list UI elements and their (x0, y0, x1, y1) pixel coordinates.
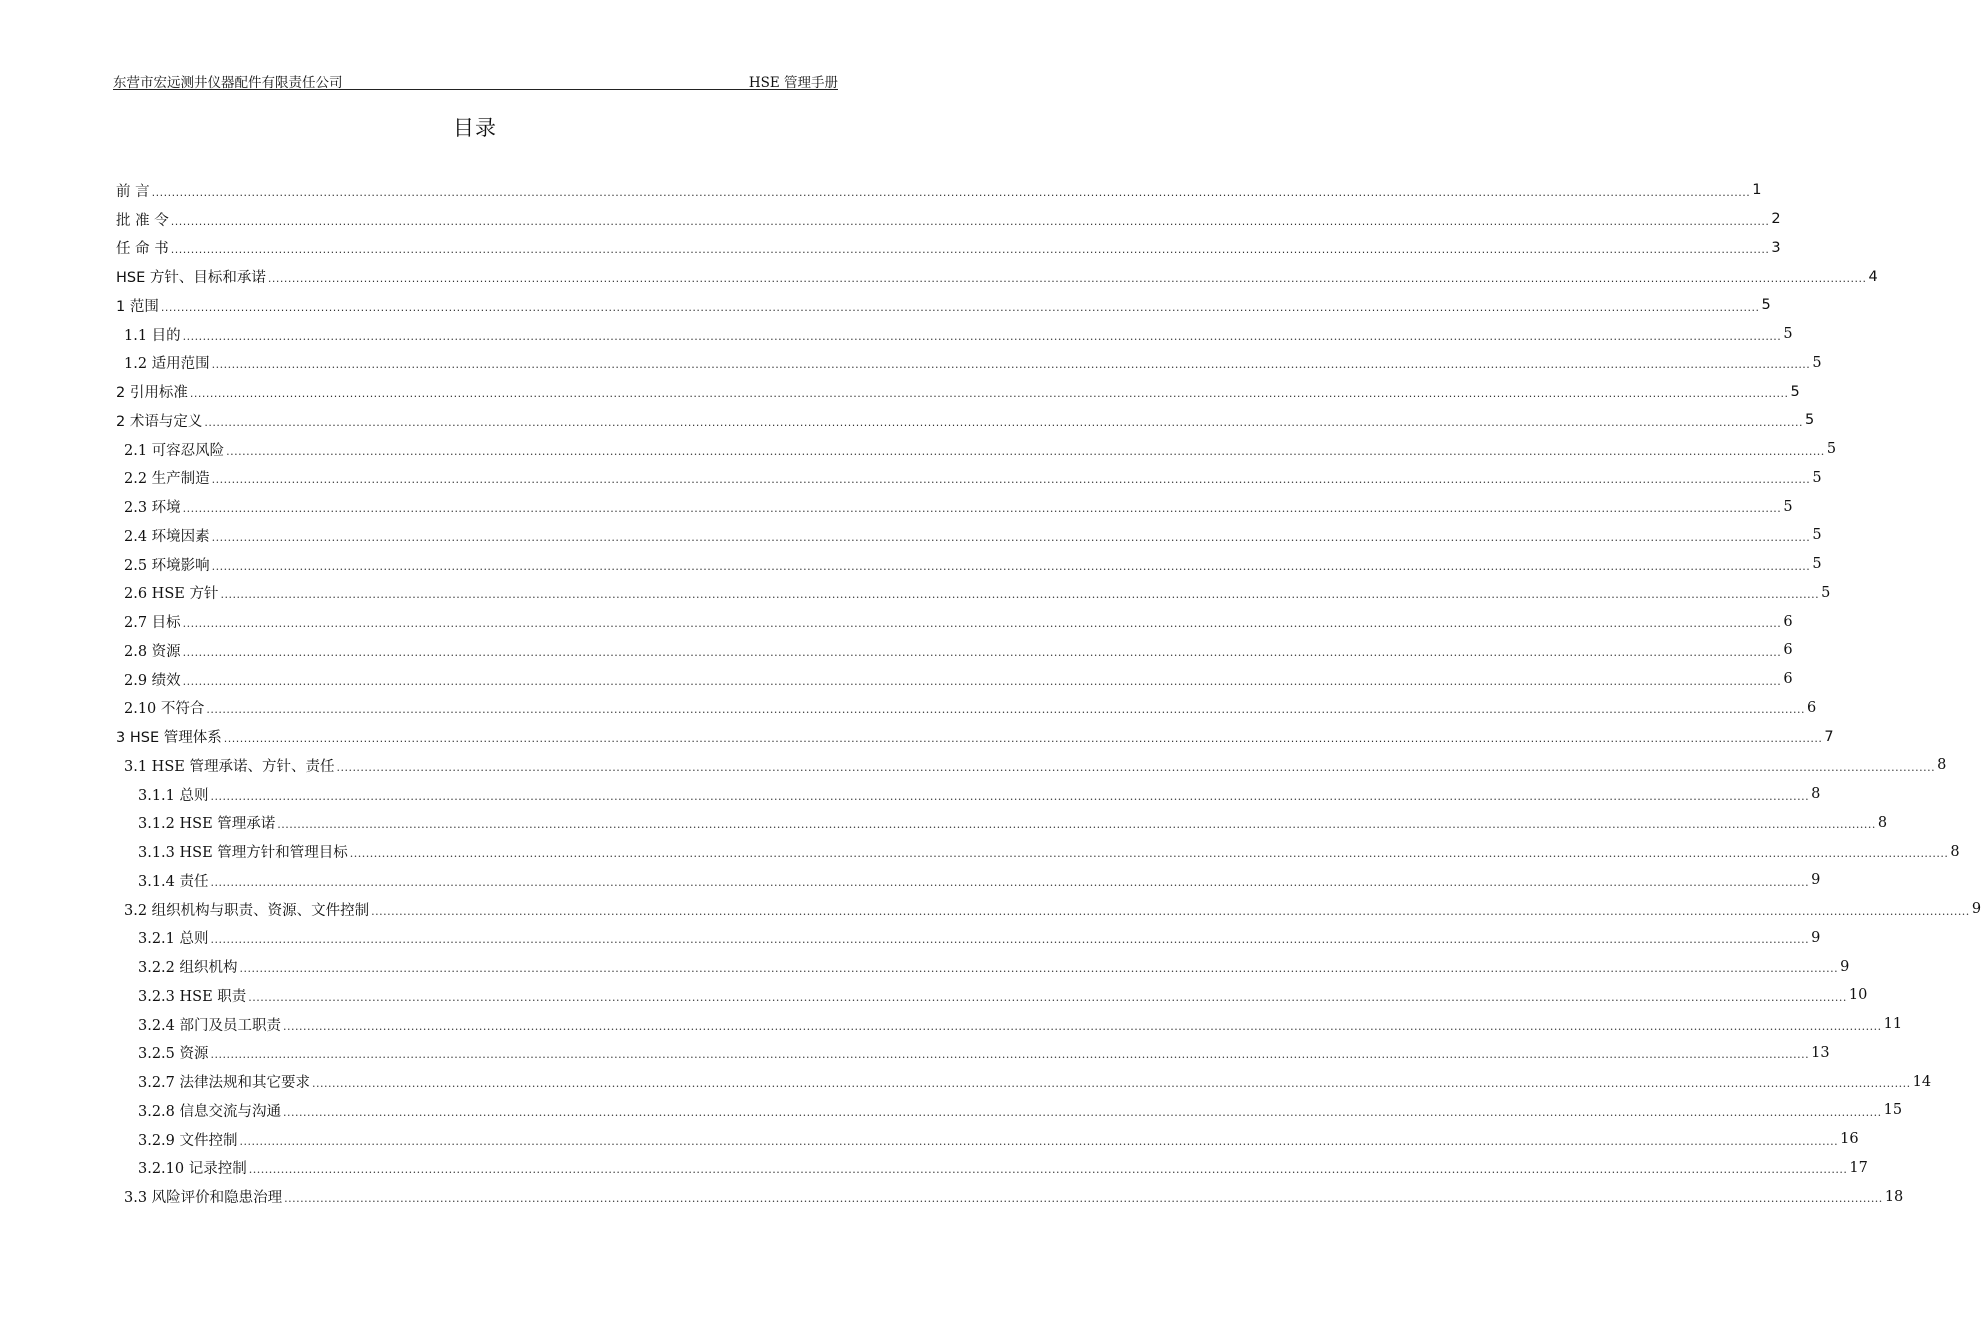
toc-entry[interactable] (0, 349, 1822, 378)
toc-entry-page: 17 (1849, 1159, 1868, 1176)
toc-entry-page: 7 (1824, 728, 1834, 745)
toc-entry[interactable] (0, 895, 1981, 924)
toc-entry-label: 2.8 资源 (124, 643, 181, 660)
toc-entry-label: HSE 方针、目标和承诺 (116, 270, 266, 287)
toc-entry[interactable] (0, 981, 1868, 1010)
toc-dot-leader: ................................................................................................................................................................................................................................................................................................................................................................................................................ (248, 990, 1847, 1004)
toc-entry-label: 2.9 绩效 (124, 672, 181, 689)
toc-dot-leader: ................................................................................................................................................................................................................................................................................................................................................................................................................ (239, 962, 1839, 976)
page-header (113, 70, 838, 90)
toc-dot-leader: ................................................................................................................................................................................................................................................................................................................................................................................................................ (211, 358, 1811, 372)
toc-entry-page: 9 (1840, 958, 1850, 975)
toc-entry-label: 1.2 适用范围 (124, 356, 210, 373)
toc-entry[interactable] (0, 291, 1771, 320)
toc-entry-page: 5 (1790, 383, 1800, 400)
toc-entry-label: 2.6 HSE 方针 (124, 586, 219, 603)
toc-entry-page: 8 (1811, 786, 1821, 803)
toc-entry-label: 3.2 组织机构与职责、资源、文件控制 (124, 902, 370, 919)
toc-entry-page: 14 (1912, 1073, 1932, 1090)
toc-entry-label: 3.2.9 文件控制 (138, 1132, 238, 1149)
toc-entry-label: 1.1 目的 (124, 327, 181, 344)
toc-entry[interactable] (0, 1067, 1932, 1096)
toc-dot-leader: ................................................................................................................................................................................................................................................................................................................................................................................................................ (210, 789, 1810, 803)
toc-entry[interactable] (0, 866, 1821, 895)
toc-entry[interactable] (0, 1182, 1904, 1211)
toc-entry-label: 2 引用标准 (116, 385, 188, 402)
toc-entry-page: 5 (1812, 354, 1822, 371)
toc-entry-page: 6 (1783, 642, 1793, 659)
toc-dot-leader: ................................................................................................................................................................................................................................................................................................................................................................................................................ (210, 933, 1810, 947)
toc-dot-leader: ................................................................................................................................................................................................................................................................................................................................................................................................................ (220, 588, 1820, 602)
toc-entry-page: 4 (1868, 268, 1878, 285)
toc-dot-leader: ................................................................................................................................................................................................................................................................................................................................................................................................................ (170, 243, 1770, 257)
toc-entry[interactable] (0, 377, 1800, 406)
header-manual-title: HSE 管理手册 (748, 75, 838, 91)
toc-entry-label: 3.3 风险评价和隐患治理 (124, 1190, 283, 1207)
toc-entry-page: 15 (1883, 1102, 1903, 1119)
toc-entry-label: 3.1 HSE 管理承诺、方针、责任 (124, 758, 335, 775)
toc-entry-page: 8 (1937, 757, 1947, 774)
toc-entry-page: 6 (1783, 613, 1793, 630)
toc-entry[interactable] (0, 435, 1837, 464)
toc-entry-page: 11 (1883, 1016, 1903, 1033)
toc-entry[interactable] (0, 665, 1793, 694)
header-company: 东营市宏远测井仪器配件有限责任公司 (113, 75, 343, 91)
toc-entry-page: 5 (1783, 326, 1793, 343)
toc-entry-page: 2 (1771, 211, 1781, 228)
toc-entry[interactable] (0, 205, 1781, 234)
toc-entry-label: 3.1.4 责任 (138, 873, 209, 890)
toc-entry-page: 5 (1812, 469, 1822, 486)
toc-entry-page: 5 (1812, 527, 1822, 544)
toc-entry-page: 9 (1811, 872, 1821, 889)
toc-entry[interactable] (0, 464, 1822, 493)
toc-dot-leader: ................................................................................................................................................................................................................................................................................................................................................................................................................ (283, 1019, 1882, 1033)
toc-entry[interactable] (0, 694, 1817, 723)
toc-entry-page: 8 (1950, 843, 1960, 860)
toc-dot-leader: ................................................................................................................................................................................................................................................................................................................................................................................................................ (182, 674, 1782, 688)
page-title: 目录 (453, 116, 497, 140)
toc-entry[interactable] (0, 320, 1793, 349)
toc-dot-leader: ................................................................................................................................................................................................................................................................................................................................................................................................................ (182, 329, 1782, 343)
toc-dot-leader: ................................................................................................................................................................................................................................................................................................................................................................................................................ (160, 300, 1760, 314)
toc-entry[interactable] (0, 492, 1793, 521)
toc-entry[interactable] (0, 952, 1850, 981)
toc-dot-leader: ................................................................................................................................................................................................................................................................................................................................................................................................................ (211, 530, 1811, 544)
toc-entry-label: 2.7 目标 (124, 615, 181, 632)
toc-entry-label: 3.2.5 资源 (138, 1046, 209, 1063)
toc-entry-label: 任 命 书 (116, 241, 169, 258)
toc-entry[interactable] (0, 579, 1831, 608)
toc-entry-page: 13 (1811, 1044, 1830, 1061)
toc-entry-label: 前 言 (116, 183, 150, 200)
toc-entry[interactable] (0, 406, 1815, 435)
toc-dot-leader: ................................................................................................................................................................................................................................................................................................................................................................................................................ (182, 617, 1782, 631)
toc-entry-page: 10 (1848, 987, 1868, 1004)
toc-entry[interactable] (0, 1096, 1903, 1125)
toc-entry-page: 18 (1884, 1188, 1904, 1205)
toc-entry-label: 2.5 环境影响 (124, 557, 210, 574)
toc-entry[interactable] (0, 1010, 1903, 1039)
toc-entry[interactable] (0, 176, 1762, 205)
toc-entry-page: 5 (1821, 584, 1831, 601)
toc-entry[interactable] (0, 780, 1821, 809)
toc-entry-page: 1 (1752, 182, 1762, 199)
toc-entry[interactable] (0, 924, 1821, 953)
toc-dot-leader: ................................................................................................................................................................................................................................................................................................................................................................................................................ (204, 415, 1803, 429)
toc-entry[interactable] (0, 1154, 1868, 1183)
toc-entry-label: 2.10 不符合 (124, 701, 205, 718)
toc-entry-page: 9 (1971, 901, 1981, 918)
toc-dot-leader: ................................................................................................................................................................................................................................................................................................................................................................................................................ (267, 272, 1867, 286)
toc-dot-leader: ................................................................................................................................................................................................................................................................................................................................................................................................................ (210, 1048, 1810, 1062)
toc-dot-leader: ................................................................................................................................................................................................................................................................................................................................................................................................................ (210, 875, 1810, 889)
toc-entry-label: 3 HSE 管理体系 (116, 730, 222, 747)
toc-entry-page: 6 (1807, 699, 1817, 716)
toc-entry-label: 3.2.4 部门及员工职责 (138, 1017, 282, 1034)
toc-dot-leader: ................................................................................................................................................................................................................................................................................................................................................................................................................ (211, 559, 1811, 573)
toc-entry-page: 5 (1812, 556, 1822, 573)
toc-entry-page: 5 (1826, 441, 1837, 458)
toc-entry-label: 2.1 可容忍风险 (124, 442, 225, 459)
toc-entry[interactable] (0, 636, 1793, 665)
toc-entry-label: 批 准 令 (116, 212, 169, 229)
toc-dot-leader: ................................................................................................................................................................................................................................................................................................................................................................................................................ (211, 473, 1811, 487)
toc-dot-leader: ................................................................................................................................................................................................................................................................................................................................................................................................................ (151, 185, 1751, 199)
toc-dot-leader: ................................................................................................................................................................................................................................................................................................................................................................................................................ (283, 1105, 1882, 1119)
toc-dot-leader: ................................................................................................................................................................................................................................................................................................................................................................................................................ (206, 703, 1806, 717)
toc-entry-page: 5 (1804, 412, 1815, 429)
toc-dot-leader: ................................................................................................................................................................................................................................................................................................................................................................................................................ (248, 1163, 1848, 1177)
toc-entry[interactable] (0, 234, 1781, 263)
toc-entry-label: 2.4 环境因素 (124, 528, 210, 545)
toc-entry[interactable] (0, 262, 1878, 291)
toc-entry-page: 3 (1771, 239, 1781, 256)
toc-dot-leader: ................................................................................................................................................................................................................................................................................................................................................................................................................ (182, 502, 1782, 516)
toc-entry-label: 3.2.7 法律法规和其它要求 (138, 1075, 311, 1092)
toc-entry-label: 3.2.10 记录控制 (138, 1161, 247, 1178)
toc-entry-page: 5 (1761, 297, 1771, 314)
toc-entry-label: 3.1.3 HSE 管理方针和管理目标 (138, 845, 348, 862)
toc-entry-label: 2.2 生产制造 (124, 471, 210, 488)
toc-entry[interactable] (0, 722, 1834, 751)
toc-dot-leader: ................................................................................................................................................................................................................................................................................................................................................................................................................ (284, 1192, 1883, 1206)
toc-dot-leader: ................................................................................................................................................................................................................................................................................................................................................................................................................ (223, 732, 1823, 746)
toc-dot-leader: ................................................................................................................................................................................................................................................................................................................................................................................................................ (336, 760, 1936, 774)
toc-entry[interactable] (0, 607, 1793, 636)
toc-dot-leader: ................................................................................................................................................................................................................................................................................................................................................................................................................ (312, 1077, 1911, 1091)
toc-entry-label: 3.1.1 总则 (138, 787, 209, 804)
toc-entry-page: 5 (1783, 498, 1793, 515)
toc-dot-leader: ................................................................................................................................................................................................................................................................................................................................................................................................................ (182, 645, 1782, 659)
toc-entry[interactable] (0, 809, 1888, 838)
toc-entry-label: 2 术语与定义 (116, 413, 203, 430)
toc-entry[interactable] (0, 751, 1947, 780)
toc-dot-leader: ................................................................................................................................................................................................................................................................................................................................................................................................................ (371, 904, 1970, 918)
toc-entry-label: 2.3 环境 (124, 500, 181, 517)
toc-entry-label: 3.2.2 组织机构 (138, 960, 238, 977)
toc-entry[interactable] (0, 1039, 1830, 1068)
toc-entry-page: 6 (1783, 671, 1793, 688)
toc-dot-leader: ................................................................................................................................................................................................................................................................................................................................................................................................................ (239, 1134, 1839, 1148)
toc-dot-leader: ................................................................................................................................................................................................................................................................................................................................................................................................................ (277, 818, 1876, 832)
toc-dot-leader: ................................................................................................................................................................................................................................................................................................................................................................................................................ (189, 387, 1789, 401)
toc-dot-leader: ................................................................................................................................................................................................................................................................................................................................................................................................................ (170, 214, 1770, 228)
toc-entry[interactable] (0, 1125, 1859, 1154)
toc-entry[interactable] (0, 837, 1960, 866)
toc-entry-page: 9 (1811, 929, 1821, 946)
toc-entry[interactable] (0, 521, 1822, 550)
toc-entry-label: 3.1.2 HSE 管理承诺 (138, 816, 276, 833)
toc-entry-label: 3.2.3 HSE 职责 (138, 988, 247, 1005)
toc-entry-page: 16 (1840, 1131, 1859, 1148)
toc-dot-leader: ................................................................................................................................................................................................................................................................................................................................................................................................................ (349, 847, 1949, 861)
toc-entry-label: 3.2.1 总则 (138, 931, 209, 948)
table-of-contents (0, 176, 1981, 1211)
toc-dot-leader: ................................................................................................................................................................................................................................................................................................................................................................................................................ (226, 444, 1825, 458)
toc-entry[interactable] (0, 550, 1822, 579)
toc-entry-label: 1 范围 (116, 298, 159, 315)
toc-entry-page: 8 (1877, 814, 1888, 831)
toc-entry-label: 3.2.8 信息交流与沟通 (138, 1103, 282, 1120)
